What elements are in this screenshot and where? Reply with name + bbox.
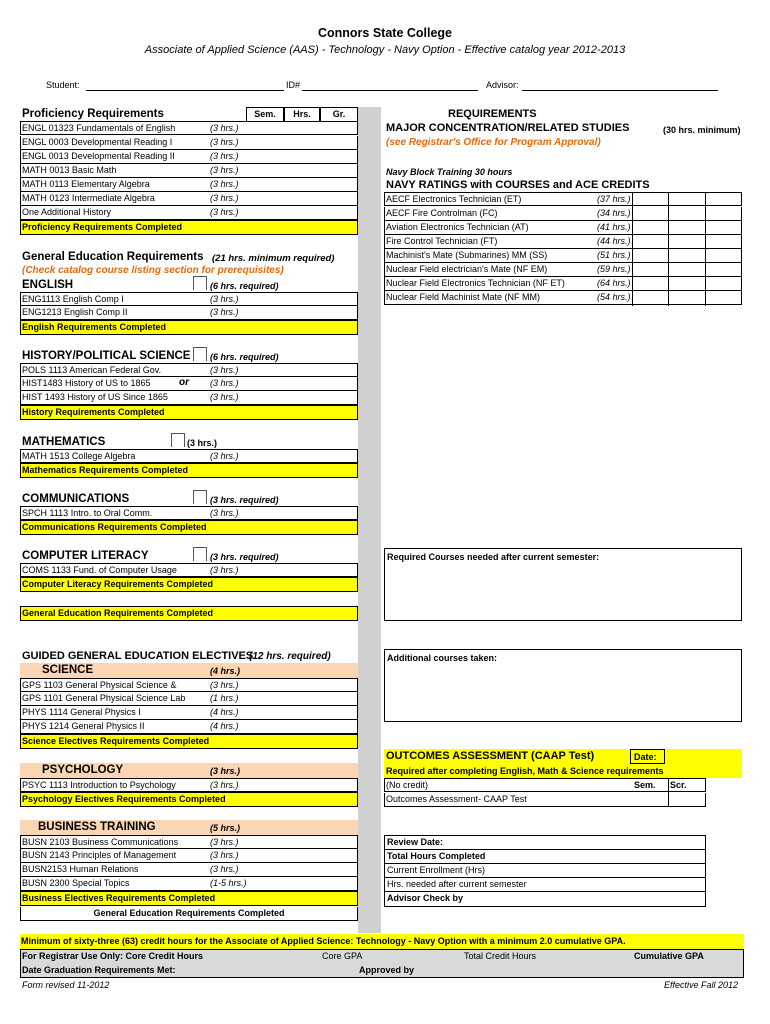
block-training: Navy Block Training 30 hours — [386, 167, 513, 177]
gen-ed-completed[interactable]: General Education Requirements Completed — [20, 606, 358, 621]
mathematics-checkbox[interactable] — [171, 433, 185, 447]
mathematics-title: MATHEMATICS — [22, 436, 106, 448]
divider — [384, 849, 706, 850]
table-row[interactable]: PSYC 1113 Introduction to Psychology (3 hrs.) — [20, 778, 358, 792]
table-row[interactable]: Nuclear Field Machinist Mate (NF MM) (54 hrs.) — [384, 291, 742, 305]
table-row[interactable]: MATH 1513 College Algebra (3 hrs.) — [20, 449, 358, 463]
review-date-label: Review Date: — [387, 837, 444, 847]
required-courses-label: Required Courses needed after current semester: — [387, 552, 600, 562]
requirements-heading: REQUIREMENTS — [448, 108, 537, 120]
table-row[interactable]: PHYS 1114 General Physics I (4 hrs.) — [20, 706, 358, 720]
table-row[interactable]: GPS 1101 General Physical Science Lab (1 hrs.) — [20, 692, 358, 706]
english-title: ENGLISH — [22, 279, 74, 291]
id-field[interactable] — [302, 90, 478, 91]
history-title: HISTORY/POLITICAL SCIENCE — [22, 350, 191, 362]
minimum-hours-notice: Minimum of sixty-three (63) credit hours for the Associate of Applied Science: Technology - Navy Option with a minimum 2.0 cumulative GPA. — [20, 934, 744, 949]
science-req: (4 hrs.) — [210, 666, 241, 676]
proficiency-completed[interactable]: Proficiency Requirements Completed — [20, 220, 358, 235]
effective-date: Effective Fall 2012 — [664, 980, 739, 990]
divider — [384, 877, 706, 878]
english-req: (6 hrs. required) — [210, 281, 279, 291]
advisor-field[interactable] — [522, 90, 718, 91]
english-checkbox[interactable] — [193, 276, 207, 290]
science-title: SCIENCE — [42, 664, 94, 676]
additional-courses-label: Additional courses taken: — [387, 653, 498, 663]
gen-ed-min: (21 hrs. minimum required) — [212, 253, 335, 264]
table-row[interactable]: Fire Control Technician (FT) (44 hrs.) — [384, 235, 742, 249]
table-row[interactable]: AECF Electronics Technician (ET) (37 hrs.) — [384, 192, 742, 206]
sem-column-header: Sem. — [246, 107, 284, 122]
guided-completed[interactable]: General Education Requirements Completed — [20, 907, 358, 921]
business-req: (5 hrs.) — [210, 823, 241, 833]
registrar-note: (see Registrar's Office for Program Approval) — [386, 137, 601, 148]
business-completed[interactable]: Business Electives Requirements Completed — [20, 891, 358, 906]
id-label: ID# — [286, 80, 301, 90]
sem-label: Sem. — [634, 780, 656, 790]
scr-label: Scr. — [670, 780, 687, 790]
outcomes-title: OUTCOMES ASSESSMENT (CAAP Test) — [386, 750, 595, 762]
current-enrollment-label: Current Enrollment (Hrs) — [387, 865, 486, 875]
table-row[interactable]: HIST 1493 History of US Since 1865 (3 hrs.) — [20, 391, 358, 405]
table-row[interactable]: SPCH 1113 Intro. to Oral Comm. (3 hrs.) — [20, 506, 358, 520]
outcomes-requirement: Required after completing English, Math & Science requirements — [386, 766, 664, 776]
history-checkbox[interactable] — [193, 347, 207, 361]
history-completed[interactable]: History Requirements Completed — [20, 405, 358, 420]
gr-column-header: Gr. — [320, 107, 358, 122]
mathematics-req: (3 hrs.) — [187, 438, 218, 448]
table-row[interactable]: Nuclear Field electrician's Mate (NF EM) (59 hrs.) — [384, 263, 742, 277]
grid-line — [668, 192, 669, 306]
table-row[interactable]: Machinist's Mate (Submarines) MM (SS) (51 hrs.) — [384, 249, 742, 263]
major-min: (30 hrs. minimum) — [663, 125, 741, 135]
table-row[interactable]: MATH 0013 Basic Math (3 hrs.) — [20, 164, 358, 178]
table-row[interactable]: ENG1113 English Comp I (3 hrs.) — [20, 292, 358, 306]
additional-courses-box[interactable] — [384, 649, 742, 722]
gray-divider — [358, 107, 381, 933]
computer-completed[interactable]: Computer Literacy Requirements Completed — [20, 577, 358, 592]
form-revised: Form revised 11-2012 — [22, 980, 110, 990]
table-row[interactable]: COMS 1133 Fund. of Computer Usage (3 hrs.) — [20, 563, 358, 577]
hrs-needed-label: Hrs. needed after current semester — [387, 879, 527, 889]
cumulative-gpa-label: Cumulative GPA — [634, 951, 704, 961]
english-completed[interactable]: English Requirements Completed — [20, 320, 358, 335]
required-courses-box[interactable] — [384, 548, 742, 621]
grid-line — [632, 192, 633, 306]
table-row[interactable]: AECF Fire Controlman (FC) (34 hrs.) — [384, 207, 742, 221]
psychology-title: PSYCHOLOGY — [42, 764, 124, 776]
divider — [384, 891, 706, 892]
guided-title: GUIDED GENERAL EDUCATION ELECTIVES — [22, 650, 254, 662]
table-row[interactable]: PHYS 1214 General Physics II (4 hrs.) — [20, 720, 358, 734]
computer-checkbox[interactable] — [193, 547, 207, 561]
table-row[interactable]: POLS 1113 American Federal Gov. (3 hrs.) — [20, 363, 358, 377]
table-row[interactable]: Aviation Electronics Technician (AT) (41 hrs.) — [384, 221, 742, 235]
program-subtitle: Associate of Applied Science (AAS) - Technology - Navy Option - Effective catalog year 2012-2013 — [144, 44, 626, 56]
divider — [384, 863, 706, 864]
gen-ed-title: General Education Requirements — [22, 251, 204, 263]
psychology-completed[interactable]: Psychology Electives Requirements Completed — [20, 792, 358, 807]
date-grad-label: Date Graduation Requirements Met: — [22, 965, 176, 975]
student-label: Student: — [46, 80, 80, 90]
date-label: Date: — [634, 752, 657, 762]
guided-req: (12 hrs. required) — [249, 651, 331, 662]
grid-line — [668, 778, 669, 807]
table-row[interactable]: (No credit) Sem. Scr. — [384, 778, 706, 792]
proficiency-title: Proficiency Requirements — [22, 108, 164, 120]
ratings-title: NAVY RATINGS with COURSES and ACE CREDITS — [386, 179, 650, 191]
registrar-use-label: For Registrar Use Only: Core Credit Hours — [22, 951, 204, 961]
mathematics-completed[interactable]: Mathematics Requirements Completed — [20, 463, 358, 478]
table-row[interactable]: BUSN 2143 Principles of Management (3 hrs.) — [20, 849, 358, 863]
approved-label: Approved by — [359, 965, 415, 975]
table-row[interactable]: BUSN2153 Human Relations (3 hrs.) — [20, 863, 358, 877]
table-row[interactable]: HIST1483 History of US to 1865 or (3 hrs.) — [20, 377, 358, 391]
table-row[interactable]: ENGL 0003 Developmental Reading I (3 hrs.) — [20, 136, 358, 150]
core-gpa-label: Core GPA — [322, 951, 363, 961]
table-row[interactable]: BUSN 2300 Special Topics (1-5 hrs.) — [20, 877, 358, 891]
table-row[interactable]: GPS 1103 General Physical Science & (3 hrs.) — [20, 678, 358, 692]
communications-req: (3 hrs. required) — [210, 495, 279, 505]
table-row[interactable]: One Additional History (3 hrs.) — [20, 206, 358, 220]
table-row[interactable]: Outcomes Assessment- CAAP Test — [384, 793, 706, 807]
student-field[interactable] — [86, 90, 284, 91]
table-row[interactable]: ENGL 0013 Developmental Reading II (3 hrs.) — [20, 150, 358, 164]
hrs-column-header: Hrs. — [284, 107, 320, 122]
table-row[interactable]: Nuclear Field Electronics Technician (NF ET) (64 hrs.) — [384, 277, 742, 291]
total-hours-label: Total Hours Completed — [387, 851, 486, 861]
computer-title: COMPUTER LITERACY — [22, 550, 149, 562]
advisor-check-label: Advisor Check by — [387, 893, 464, 903]
table-row[interactable]: MATH 0113 Elementary Algebra (3 hrs.) — [20, 178, 358, 192]
communications-checkbox[interactable] — [193, 490, 207, 504]
table-row[interactable]: ENG1213 English Comp II (3 hrs.) — [20, 306, 358, 320]
advisor-label: Advisor: — [486, 80, 519, 90]
gen-ed-note: (Check catalog course listing section for prerequisites) — [22, 265, 284, 276]
or-label: or — [179, 377, 189, 388]
communications-completed[interactable]: Communications Requirements Completed — [20, 520, 358, 535]
history-req: (6 hrs. required) — [210, 352, 279, 362]
science-completed[interactable]: Science Electives Requirements Completed — [20, 734, 358, 749]
total-credit-label: Total Credit Hours — [464, 951, 537, 961]
table-row[interactable]: BUSN 2103 Business Communications (3 hrs.) — [20, 835, 358, 849]
computer-req: (3 hrs. required) — [210, 552, 279, 562]
major-title: MAJOR CONCENTRATION/RELATED STUDIES — [386, 122, 630, 134]
psychology-req: (3 hrs.) — [210, 766, 241, 776]
business-title: BUSINESS TRAINING — [38, 821, 156, 833]
communications-title: COMMUNICATIONS — [22, 493, 130, 505]
college-title: Connors State College — [317, 26, 453, 40]
table-row[interactable]: MATH 0123 Intermediate Algebra (3 hrs.) — [20, 192, 358, 206]
grid-line — [705, 192, 706, 306]
table-row[interactable]: ENGL 01323 Fundamentals of English (3 hrs.) — [20, 121, 358, 135]
